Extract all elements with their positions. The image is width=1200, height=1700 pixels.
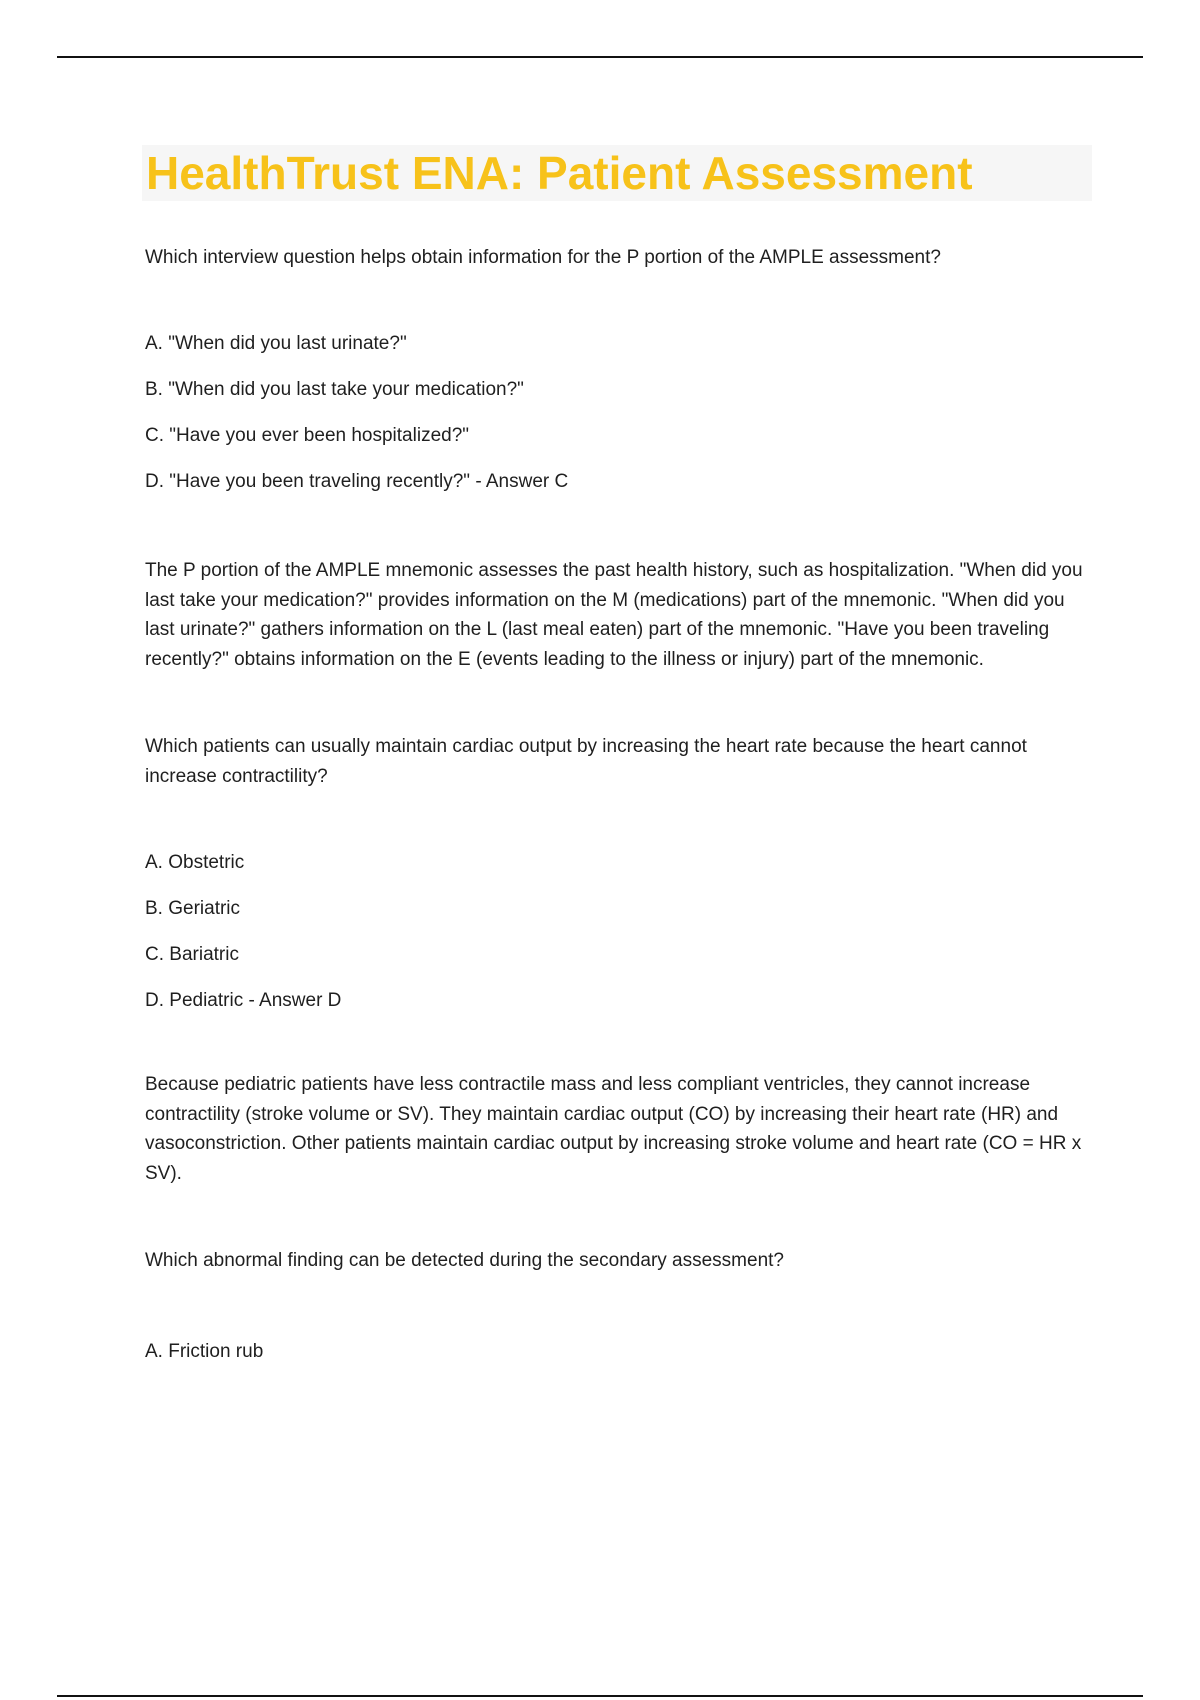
question-2-options	[145, 848, 1090, 1016]
top-rule	[57, 56, 1143, 58]
question-2-text: Which patients can usually maintain cardiac output by increasing the heart rate because the heart cannot increase contractility?	[145, 736, 1027, 787]
question-2-option-b: B. Geriatric	[145, 898, 241, 919]
question-2-option-c: C. Bariatric	[145, 944, 239, 965]
question-1-text: Which interview question helps obtain information for the P portion of the AMPLE assessment?	[145, 247, 941, 268]
question-2-option-d: D. Pediatric - Answer D	[145, 990, 342, 1011]
question-1-option-b: B. "When did you last take your medication?"	[145, 379, 524, 400]
page-title: HealthTrust ENA: Patient Assessment	[146, 147, 973, 199]
question-1-option-c: C. "Have you ever been hospitalized?"	[145, 425, 470, 446]
bottom-rule	[57, 1695, 1143, 1697]
question-3-options	[145, 1337, 1090, 1367]
question-1-option-d: D. "Have you been traveling recently?" - Answer C	[145, 471, 569, 492]
question-1-option-a: A. "When did you last urinate?"	[145, 333, 407, 354]
question-3-text: Which abnormal finding can be detected during the secondary assessment?	[145, 1250, 784, 1271]
question-2-option-a: A. Obstetric	[145, 852, 245, 873]
question-2-explanation: Because pediatric patients have less contractile mass and less compliant ventricles, they cannot increase contractility (stroke volume or SV). They maintain cardiac output (CO) by increasing their heart rate (HR) and vasoconstriction. Other patients maintain cardiac output by increasing stroke volume and heart rate (CO = HR x SV).	[145, 1074, 1082, 1184]
document-body	[145, 243, 1090, 1367]
question-3-option-a: A. Friction rub	[145, 1341, 264, 1362]
question-1-options	[145, 329, 1090, 497]
question-1-explanation: The P portion of the AMPLE mnemonic assesses the past health history, such as hospitalization. "When did you last take your medication?" provides information on the M (medications) part of the mnemonic. "When did you last urinate?" gathers information on the L (last meal eaten) part of the mnemonic. "Have you been traveling recently?" obtains information on the E (events leading to the illness or injury) part of the mnemonic.	[145, 560, 1083, 670]
